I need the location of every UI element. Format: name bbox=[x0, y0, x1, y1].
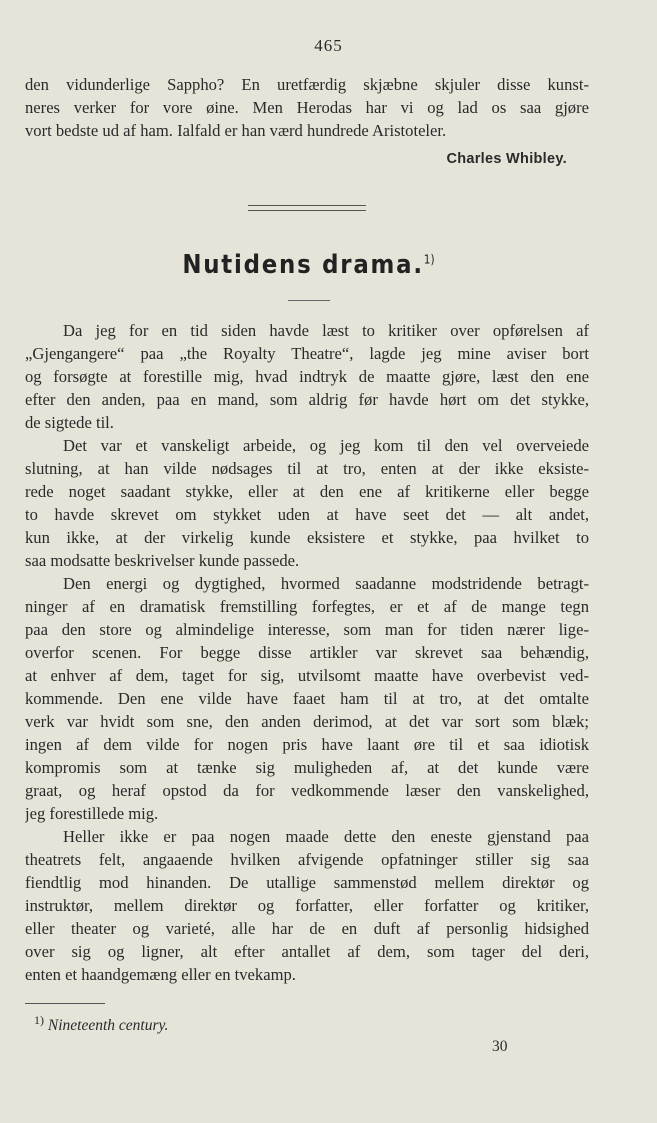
text-line: eller theater og varieté, alle har de en duft af personlig hidsighed bbox=[25, 919, 589, 938]
text-line: verk var hvidt som sne, den anden derimod, at det var sort som blæk; bbox=[25, 712, 589, 731]
text-line: efter den anden, paa en mand, som aldrig før havde hørt om det stykke, bbox=[25, 390, 589, 409]
text-line: enten et haandgemæng eller en tvekamp. bbox=[25, 965, 296, 984]
footnote-rule bbox=[25, 1003, 105, 1004]
text-line: paa den store og almindelige interesse, som man for tiden nærer lige- bbox=[25, 620, 589, 639]
text-line: Den energi og dygtighed, hvormed saadanne modstridende betragt- bbox=[63, 574, 589, 593]
section-divider bbox=[248, 205, 366, 211]
text-line: jeg forestillede mig. bbox=[25, 804, 159, 823]
article-title-text: Nutidens drama. bbox=[182, 250, 424, 280]
text-line: de sigtede til. bbox=[25, 413, 114, 432]
title-rule bbox=[288, 300, 330, 301]
text-line: ninger af en dramatisk fremstilling forfegtes, er et af de mange tegn bbox=[25, 597, 589, 616]
author-signature: Charles Whibley. bbox=[446, 151, 567, 167]
text-line: saa modsatte beskrivelser kunde passede. bbox=[25, 551, 300, 570]
footnote-text: Nineteenth century. bbox=[47, 1017, 169, 1035]
text-line: Heller ikke er paa nogen maade dette den eneste gjenstand paa bbox=[63, 827, 589, 846]
text-line: kompromis som at tænke sig muligheden af, at det kunde være bbox=[25, 758, 589, 777]
text-line: vort bedste ud af ham. Ialfald er han værd hundrede Aristoteler. bbox=[25, 121, 447, 140]
text-line: rede noget saadant stykke, eller at den ene af kritikerne eller begge bbox=[25, 482, 589, 501]
text-line: graat, og heraf opstod da for vedkommende læser den vanskelighed, bbox=[25, 781, 589, 800]
text-line: to havde skrevet om stykket uden at have seet det — alt andet, bbox=[25, 505, 589, 524]
text-line: over sig og ligner, alt efter antallet af dem, som tager del deri, bbox=[25, 942, 589, 961]
footnote bbox=[34, 1013, 168, 1035]
text-line: „Gjengangere“ paa „the Royalty Theatre“, lagde jeg mine aviser bort bbox=[25, 344, 589, 363]
text-line: kun ikke, at der virkelig kunde eksistere et stykke, paa hvilket to bbox=[25, 528, 589, 547]
text-line: instruktør, mellem direktør og forfatter, eller forfatter og kritiker, bbox=[25, 896, 589, 915]
text-line: at enhver af dem, taget for sig, utvilsomt maatte have overbevist ved- bbox=[25, 666, 589, 685]
text-line: kommende. Den ene vilde have faaet ham til at tro, at det omtalte bbox=[25, 689, 589, 708]
text-line: Det var et vanskeligt arbeide, og jeg kom til den vel overveiede bbox=[63, 436, 589, 455]
page-number-top: 465 bbox=[314, 36, 343, 55]
text-line: Da jeg for en tid siden havde læst to kritiker over opførelsen af bbox=[63, 321, 589, 340]
text-line: slutning, at han vilde nødsages til at tro, enten at der ikke eksiste- bbox=[25, 459, 589, 478]
text-line: den vidunderlige Sappho? En uretfærdig skjæbne skjuler disse kunst- bbox=[25, 75, 589, 94]
article-title bbox=[37, 250, 580, 280]
article-body bbox=[25, 319, 589, 986]
intro-paragraph bbox=[25, 73, 589, 142]
text-line: ingen af dem vilde for nogen pris have laant øre til et saa idiotisk bbox=[25, 735, 589, 754]
footnote-reference: 1) bbox=[423, 252, 435, 267]
signature-number: 30 bbox=[492, 1038, 508, 1055]
text-line: theatrets felt, angaaende hvilken afvigende opfatninger stiller sig saa bbox=[25, 850, 589, 869]
text-line: og forsøgte at forestille mig, hvad indtryk de maatte gjøre, læst den ene bbox=[25, 367, 589, 386]
text-line: neres verker for vore øine. Men Herodas har vi og lad os saa gjøre bbox=[25, 98, 589, 117]
text-line: fiendtlig mod hinanden. De utallige sammenstød mellem direktør og bbox=[25, 873, 589, 892]
text-line: overfor scenen. For begge disse artikler var skrevet saa behændig, bbox=[25, 643, 589, 662]
footnote-mark: 1) bbox=[34, 1013, 44, 1027]
